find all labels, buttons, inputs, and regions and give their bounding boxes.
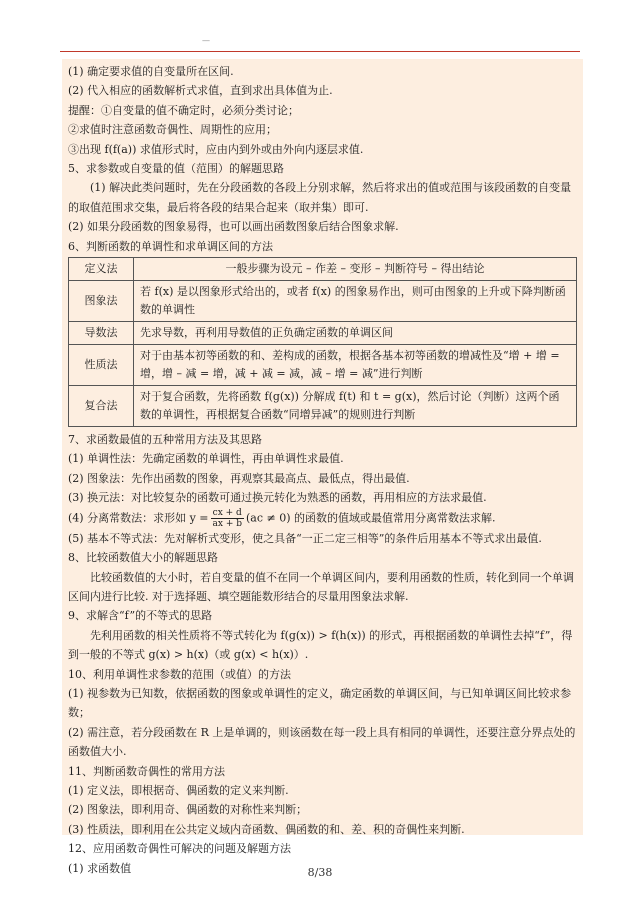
text-line: (2) 代入相应的函数解析式求值，直到求出具体值为止.: [68, 84, 333, 98]
table-row: [69, 258, 577, 281]
paragraph: 先利用函数的相关性质将不等式转化为 f(g(x)) > f(h(x)) 的形式，再根据函数的单调性去掉“f”，得到一般的不等式 g(x) > h(x)（或 g(x) < h(x)）.: [68, 628, 573, 662]
method-description: 对于由基本初等函数的和、差构成的函数，根据各基本初等函数的增减性及“增 + 增 = 增，增 – 减 = 增，减 + 减 = 减，减 – 增 = 减”进行判断: [134, 345, 577, 386]
section-heading: 9、求解含“f”的不等式的思路: [68, 609, 213, 623]
paragraph: (1) 解决此类问题时，先在分段函数的各段上分别求解，然后将求出的值或范围与该段函数的自变量的取值范围求交集，最后将各段的结果合起来（取并集）即可.: [68, 181, 572, 214]
text-line: (1) 定义法，即根据奇、偶函数的定义来判断.: [68, 783, 289, 797]
section-heading: 12、应用函数奇偶性可解决的问题及解题方法: [68, 842, 291, 856]
method-name: 性质法: [69, 345, 134, 386]
text-line-fraction: [68, 508, 577, 529]
paragraph: (1) 视参数为已知数，依据函数的图象或单调性的定义，确定函数的单调区间，与已知单调区间比较求参数；: [68, 686, 572, 720]
text-before-fraction: (4) 分离常数法：求形如 y =: [68, 511, 209, 525]
fraction: [211, 508, 244, 529]
text-line: (5) 基本不等式法：先对解析式变形，使之具备“一正二定三相等”的条件后用基本不等式求出最值.: [68, 531, 542, 545]
section-heading: 10、利用单调性求参数的范围（或值）的方法: [68, 667, 291, 681]
text-after-fraction: (ac ≠ 0) 的函数的值域或最值常用分离常数法求解.: [245, 511, 496, 525]
paragraph: (2) 需注意，若分段函数在 R 上是单调的，则该函数在每一段上具有相同的单调性，还要注意分界点处的函数值大小.: [68, 725, 576, 759]
text-line: ③出现 f(f(a)) 求值形式时，应由内到外或由外向内逐层求值.: [68, 142, 364, 156]
header-mark: —: [202, 36, 210, 45]
table-row: [69, 322, 577, 345]
table-row: [69, 345, 577, 386]
section-heading: 7、求函数最值的五种常用方法及其思路: [68, 433, 262, 447]
text-line: 提醒：①自变量的值不确定时，必须分类讨论；: [68, 103, 299, 117]
method-description: 一般步骤为设元 – 作差 – 变形 – 判断符号 – 得出结论: [134, 258, 577, 281]
table-row: [69, 386, 577, 427]
text-line: (1) 单调性法：先确定函数的单调性，再由单调性求最值.: [68, 452, 344, 466]
text-line: (1) 求函数值: [68, 861, 132, 875]
method-name: 图象法: [69, 281, 134, 322]
section-heading: 11、判断函数奇偶性的常用方法: [68, 764, 225, 778]
header-rule: [60, 51, 580, 52]
method-description: 若 f(x) 是以图象形式给出的，或者 f(x) 的图象易作出，则可由图象的上升或下降判断函数的单调性: [134, 281, 577, 322]
text-line: (2) 如果分段函数的图象易得，也可以画出函数图象后结合图象求解.: [68, 220, 399, 234]
page-number: 8/38: [307, 866, 333, 879]
monotonicity-methods-table: [68, 257, 577, 427]
section-heading: 6、判断函数的单调性和求单调区间的方法: [68, 239, 273, 253]
text-line: ②求值时注意函数奇偶性、周期性的应用；: [68, 123, 277, 137]
text-line: (2) 图象法，即利用奇、偶函数的对称性来判断；: [68, 803, 308, 817]
method-name: 导数法: [69, 322, 134, 345]
section-heading: 8、比较函数值大小的解题思路: [68, 551, 218, 565]
text-line: (3) 性质法，即利用在公共定义域内奇函数、偶函数的和、差、积的奇偶性来判断.: [68, 822, 465, 836]
text-line: (2) 图象法：先作出函数的图象，再观察其最高点、最低点，得出最值.: [68, 471, 410, 485]
table-row: [69, 281, 577, 322]
method-name: 定义法: [69, 258, 134, 281]
fraction-denominator: ax + b: [212, 518, 242, 529]
method-description: 先求导数，再利用导数值的正负确定函数的单调区间: [134, 322, 577, 345]
paragraph: 比较函数值的大小时，若自变量的值不在同一个单调区间内，要利用函数的性质，转化到同一个单调区间内进行比较. 对于选择题、填空题能数形结合的尽量用图象法求解.: [68, 570, 574, 603]
method-name: 复合法: [69, 386, 134, 427]
section-heading: 5、求参数或自变量的值（范围）的解题思路: [68, 162, 284, 176]
method-description: 对于复合函数，先将函数 f(g(x)) 分解成 f(t) 和 t = g(x)，然后讨论（判断）这两个函数的单调性，再根据复合函数“同增异减”的规则进行判断: [134, 386, 577, 427]
text-line: (1) 确定要求值的自变量所在区间.: [68, 65, 234, 78]
fraction-numerator: cx + d: [211, 508, 244, 519]
text-line: (3) 换元法：对比较复杂的函数可通过换元转化为熟悉的函数，再用相应的方法求最值.: [68, 491, 487, 505]
